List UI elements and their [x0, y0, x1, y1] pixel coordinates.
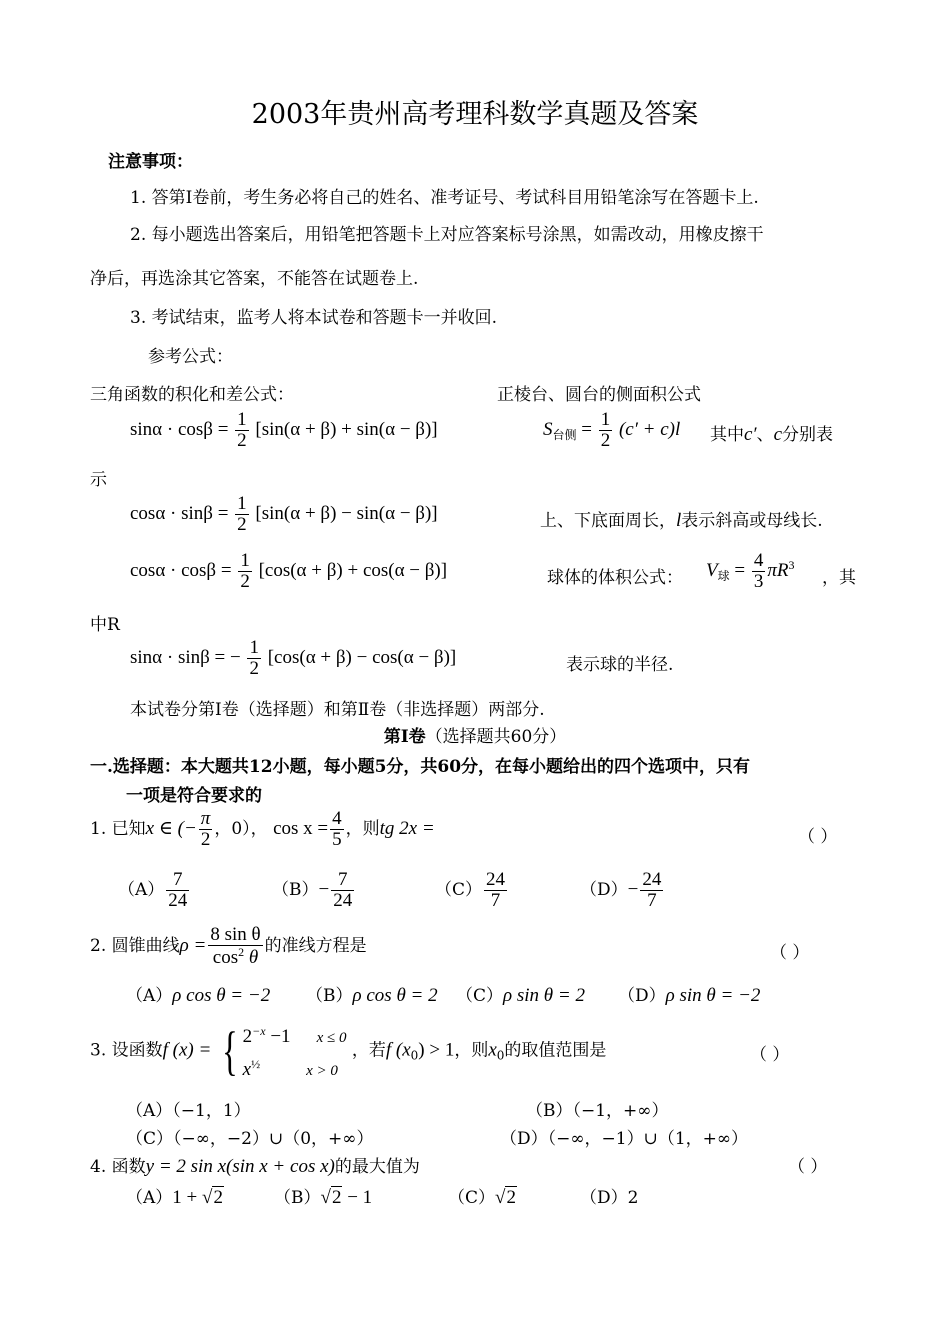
question-number: 2. [90, 935, 107, 956]
separator: 、 [756, 425, 774, 445]
formula-rhs: [sin(α + β) + sin(α − β)] [255, 418, 438, 440]
formula-heading: 参考公式： [148, 347, 233, 367]
frustum-heading: 正棱台、圆台的侧面积公式 [497, 385, 701, 405]
option-value: 1 + [172, 1187, 202, 1208]
trig-heading: 三角函数的积化和差公式： [90, 385, 294, 405]
sphere-formula [706, 551, 794, 592]
formula-rhs: [cos(α + β) − cos(α − β)] [267, 646, 457, 668]
numerator: 1 [237, 493, 247, 514]
numerator: 7 [331, 870, 354, 891]
option-label: （A） [126, 986, 173, 1006]
case-expr: 2 [242, 1026, 253, 1047]
q2-option-c [456, 981, 585, 1007]
formula-rhs: [sin(α + β) − sin(α − β)] [255, 502, 438, 524]
option-value: ρ cos θ = 2 [352, 985, 438, 1006]
option-label: （C） [435, 879, 483, 900]
sign: − [318, 878, 330, 900]
option-label: （C） [448, 1188, 496, 1208]
formula-sin-sin [130, 638, 456, 679]
exponent: 2 [238, 944, 245, 959]
question-text: 圆锥曲线 [111, 935, 180, 956]
q1-option-b [272, 870, 356, 911]
fraction-half [599, 410, 613, 451]
math-expr: x ∈ (− [145, 817, 197, 839]
sqrt: √2 [202, 1187, 223, 1208]
question-4 [90, 1152, 420, 1178]
math-expr: ) > 1 [418, 1039, 455, 1061]
option-label: （B） [272, 879, 319, 900]
q2-option-b [306, 981, 438, 1007]
denominator: 2 [200, 828, 211, 850]
notice-item-2b: 净后，再选涂其它答案，不能答在试题卷上. [90, 269, 419, 289]
q3-option-a: （A）（−1，1） [126, 1101, 251, 1121]
note-text: 表示斜高或母线长. [681, 511, 823, 531]
denominator: 2 [237, 513, 247, 535]
equals: = [576, 418, 592, 440]
sqrt: √2 [495, 1187, 516, 1208]
case-condition: x ≤ 0 [316, 1030, 347, 1046]
q4-option-d: （D）2 [580, 1188, 639, 1208]
numerator: 1 [600, 409, 611, 430]
subscript: 0 [410, 1048, 419, 1063]
denominator: 2 [600, 429, 611, 451]
denominator: 3 [753, 570, 764, 592]
subscript: 球 [717, 568, 730, 583]
frustum-formula [543, 410, 680, 451]
piecewise-cases [243, 1018, 347, 1084]
formula-rhs: (c′ + c)l [618, 418, 681, 440]
theta: θ [244, 946, 259, 968]
option-label: （B） [274, 1188, 321, 1208]
intro-text: 本试卷分第Ⅰ卷（选择题）和第Ⅱ卷（非选择题）两部分. [130, 700, 545, 720]
formula-lhs: cosα · sinβ = [130, 502, 229, 524]
formula-cos-sin [130, 494, 438, 535]
fraction-4-5 [330, 809, 344, 850]
symbol-V: V [706, 559, 718, 581]
subscript: 台侧 [552, 427, 577, 442]
equals: = [729, 559, 746, 581]
math-expr: cos x = [273, 817, 329, 839]
fraction-half [238, 551, 252, 592]
frustum-note [710, 420, 833, 446]
fraction-half [235, 410, 249, 451]
exponent: 3 [788, 557, 795, 572]
part1-title [0, 722, 950, 747]
answer-blank: （ ） [770, 943, 810, 963]
part-label: 第Ⅰ卷 [383, 727, 426, 747]
q2-option-d [618, 981, 760, 1007]
sphere-heading: 球体的体积公式： [547, 568, 683, 588]
answer-blank: （ ） [798, 827, 838, 847]
question-text: ，0）， [214, 818, 268, 839]
question-text: 的取值范围是 [504, 1040, 607, 1061]
math-expr: y = 2 sin x(sin x + cos x) [145, 1156, 335, 1177]
q3-option-c: （C）（−∞，−2）∪（0，+∞） [126, 1129, 374, 1149]
formula-sin-cos [130, 410, 438, 451]
question-text: ，则 [454, 1040, 489, 1061]
question-text: 已知 [111, 818, 146, 839]
sign: − [627, 878, 639, 900]
question-number: 3. [90, 1040, 107, 1061]
symbol-S: S [543, 418, 553, 440]
denominator: 2 [237, 429, 247, 451]
denominator: 5 [332, 828, 342, 850]
brace: { [221, 1021, 238, 1081]
option-value: ρ sin θ = 2 [503, 985, 585, 1006]
denominator: 7 [490, 889, 501, 911]
math-expr: ρ = [179, 934, 207, 956]
numerator: 1 [237, 409, 247, 430]
option-fraction [484, 870, 507, 911]
q4-option-a [126, 1183, 224, 1209]
exponent: ½ [251, 1057, 261, 1071]
option-label: （D） [618, 986, 666, 1006]
question-text: 的最大值为 [334, 1157, 420, 1177]
denominator: 2 [240, 570, 250, 592]
wrap-text: 中R [90, 615, 120, 635]
symbol-c-prime: c′ [744, 424, 757, 445]
note-text: 上、下底面周长， [540, 511, 676, 531]
sphere-note: ，其 [822, 568, 856, 588]
option-label: （A） [118, 879, 165, 900]
question-text: ，若 [351, 1040, 386, 1061]
numerator: π [200, 808, 211, 829]
numerator: 1 [249, 637, 259, 658]
option-value: − 1 [342, 1187, 373, 1208]
question-text: 函数 [111, 1157, 146, 1177]
radicand: 2 [331, 1187, 342, 1208]
exponent: −x [252, 1024, 266, 1038]
fraction-half [247, 638, 261, 679]
denominator: 24 [168, 889, 188, 911]
symbol-c: c [773, 424, 783, 445]
formula-rhs: [cos(α + β) + cos(α − β)] [258, 559, 448, 581]
question-1 [90, 809, 435, 850]
formula-lhs: sinα · sinβ = − [130, 646, 241, 668]
math-expr: f (x) = [162, 1039, 212, 1061]
formula-lhs: cosα · cosβ = [130, 559, 232, 581]
math-expr: x [488, 1039, 497, 1061]
option-fraction [640, 870, 663, 911]
note-text: 分别表 [782, 425, 834, 445]
q4-option-c [448, 1183, 517, 1209]
notice-item-3: 3. 考试结束，监考人将本试卷和答题卡一并收回. [130, 308, 498, 328]
symbol-l: l [676, 510, 682, 531]
numerator: 8 sin θ [210, 924, 261, 945]
option-label: （A） [126, 1188, 173, 1208]
part-desc: （选择题共60分） [425, 727, 567, 747]
case-expr: x [242, 1059, 252, 1080]
case-expr: −1 [265, 1026, 291, 1047]
answer-blank: （ ） [788, 1157, 828, 1177]
question-3 [90, 1018, 606, 1084]
question-text: 的准线方程是 [264, 935, 367, 956]
q1-option-c [435, 870, 509, 911]
wrap-text: 示 [90, 470, 107, 490]
section-instructions: 一.选择题：本大题共12小题，每小题5分，共60分，在每小题给出的四个选项中，只有 [90, 757, 751, 777]
option-fraction [166, 870, 189, 911]
q4-option-b [274, 1183, 372, 1209]
notice-item-1: 1. 答第Ⅰ卷前，考生务必将自己的姓名、准考证号、考试科目用铅笔涂写在答题卡上. [130, 188, 759, 208]
option-label: （C） [456, 986, 504, 1006]
numerator: 24 [486, 869, 506, 890]
formula-rhs: πR [767, 559, 789, 581]
radicand: 2 [506, 1187, 516, 1208]
fraction-four-thirds [752, 551, 766, 592]
denominator: 7 [647, 889, 657, 911]
option-value: ρ cos θ = −2 [172, 985, 271, 1006]
option-value: ρ sin θ = −2 [665, 985, 761, 1006]
formula-cos-cos [130, 551, 447, 592]
note-text: 其中 [710, 425, 744, 445]
math-expr: f (x [385, 1039, 411, 1061]
option-label: （D） [580, 879, 628, 900]
sqrt: √2 [320, 1187, 342, 1208]
question-text: 设函数 [111, 1040, 163, 1061]
numerator: 1 [240, 550, 250, 571]
formula-lhs: sinα · cosβ = [130, 418, 229, 440]
denominator: 24 [333, 889, 353, 911]
fraction-conic [208, 925, 262, 968]
notice-heading: 注意事项： [108, 152, 193, 172]
denominator: 2 [249, 657, 259, 679]
section-instructions-2: 一项是符合要求的 [126, 786, 262, 806]
fraction-pi-2 [199, 809, 213, 850]
case-condition: x > 0 [306, 1063, 338, 1079]
math-expr: tg 2x = [379, 817, 435, 839]
q1-option-a [118, 870, 191, 911]
numerator: 24 [642, 869, 662, 890]
notice-item-2a: 2. 每小题选出答案后，用铅笔把答题卡上对应答案标号涂黑，如需改动，用橡皮擦干 [130, 225, 764, 245]
denominator: cos [212, 946, 239, 968]
option-label: （B） [306, 986, 353, 1006]
numerator: 4 [332, 808, 342, 829]
q3-option-b: （B）（−1，+∞） [526, 1101, 669, 1121]
frustum-note-2 [540, 506, 823, 532]
sphere-note-2: 表示球的半径. [566, 655, 674, 675]
question-2 [90, 925, 367, 968]
fraction-half [235, 494, 249, 535]
question-number: 4. [90, 1157, 107, 1177]
q1-option-d [580, 870, 665, 911]
q3-option-d: （D）（−∞，−1）∪（1，+∞） [500, 1129, 749, 1149]
q2-option-a [126, 981, 270, 1007]
question-text: ，则 [345, 818, 380, 839]
subscript: 0 [496, 1048, 505, 1063]
question-number: 1. [90, 818, 107, 839]
option-fraction [331, 870, 354, 911]
numerator: 4 [753, 550, 764, 571]
numerator: 7 [166, 870, 189, 891]
page-title: 2003年贵州高考理科数学真题及答案 [251, 99, 699, 130]
answer-blank: （ ） [750, 1045, 790, 1065]
radicand: 2 [213, 1187, 223, 1208]
